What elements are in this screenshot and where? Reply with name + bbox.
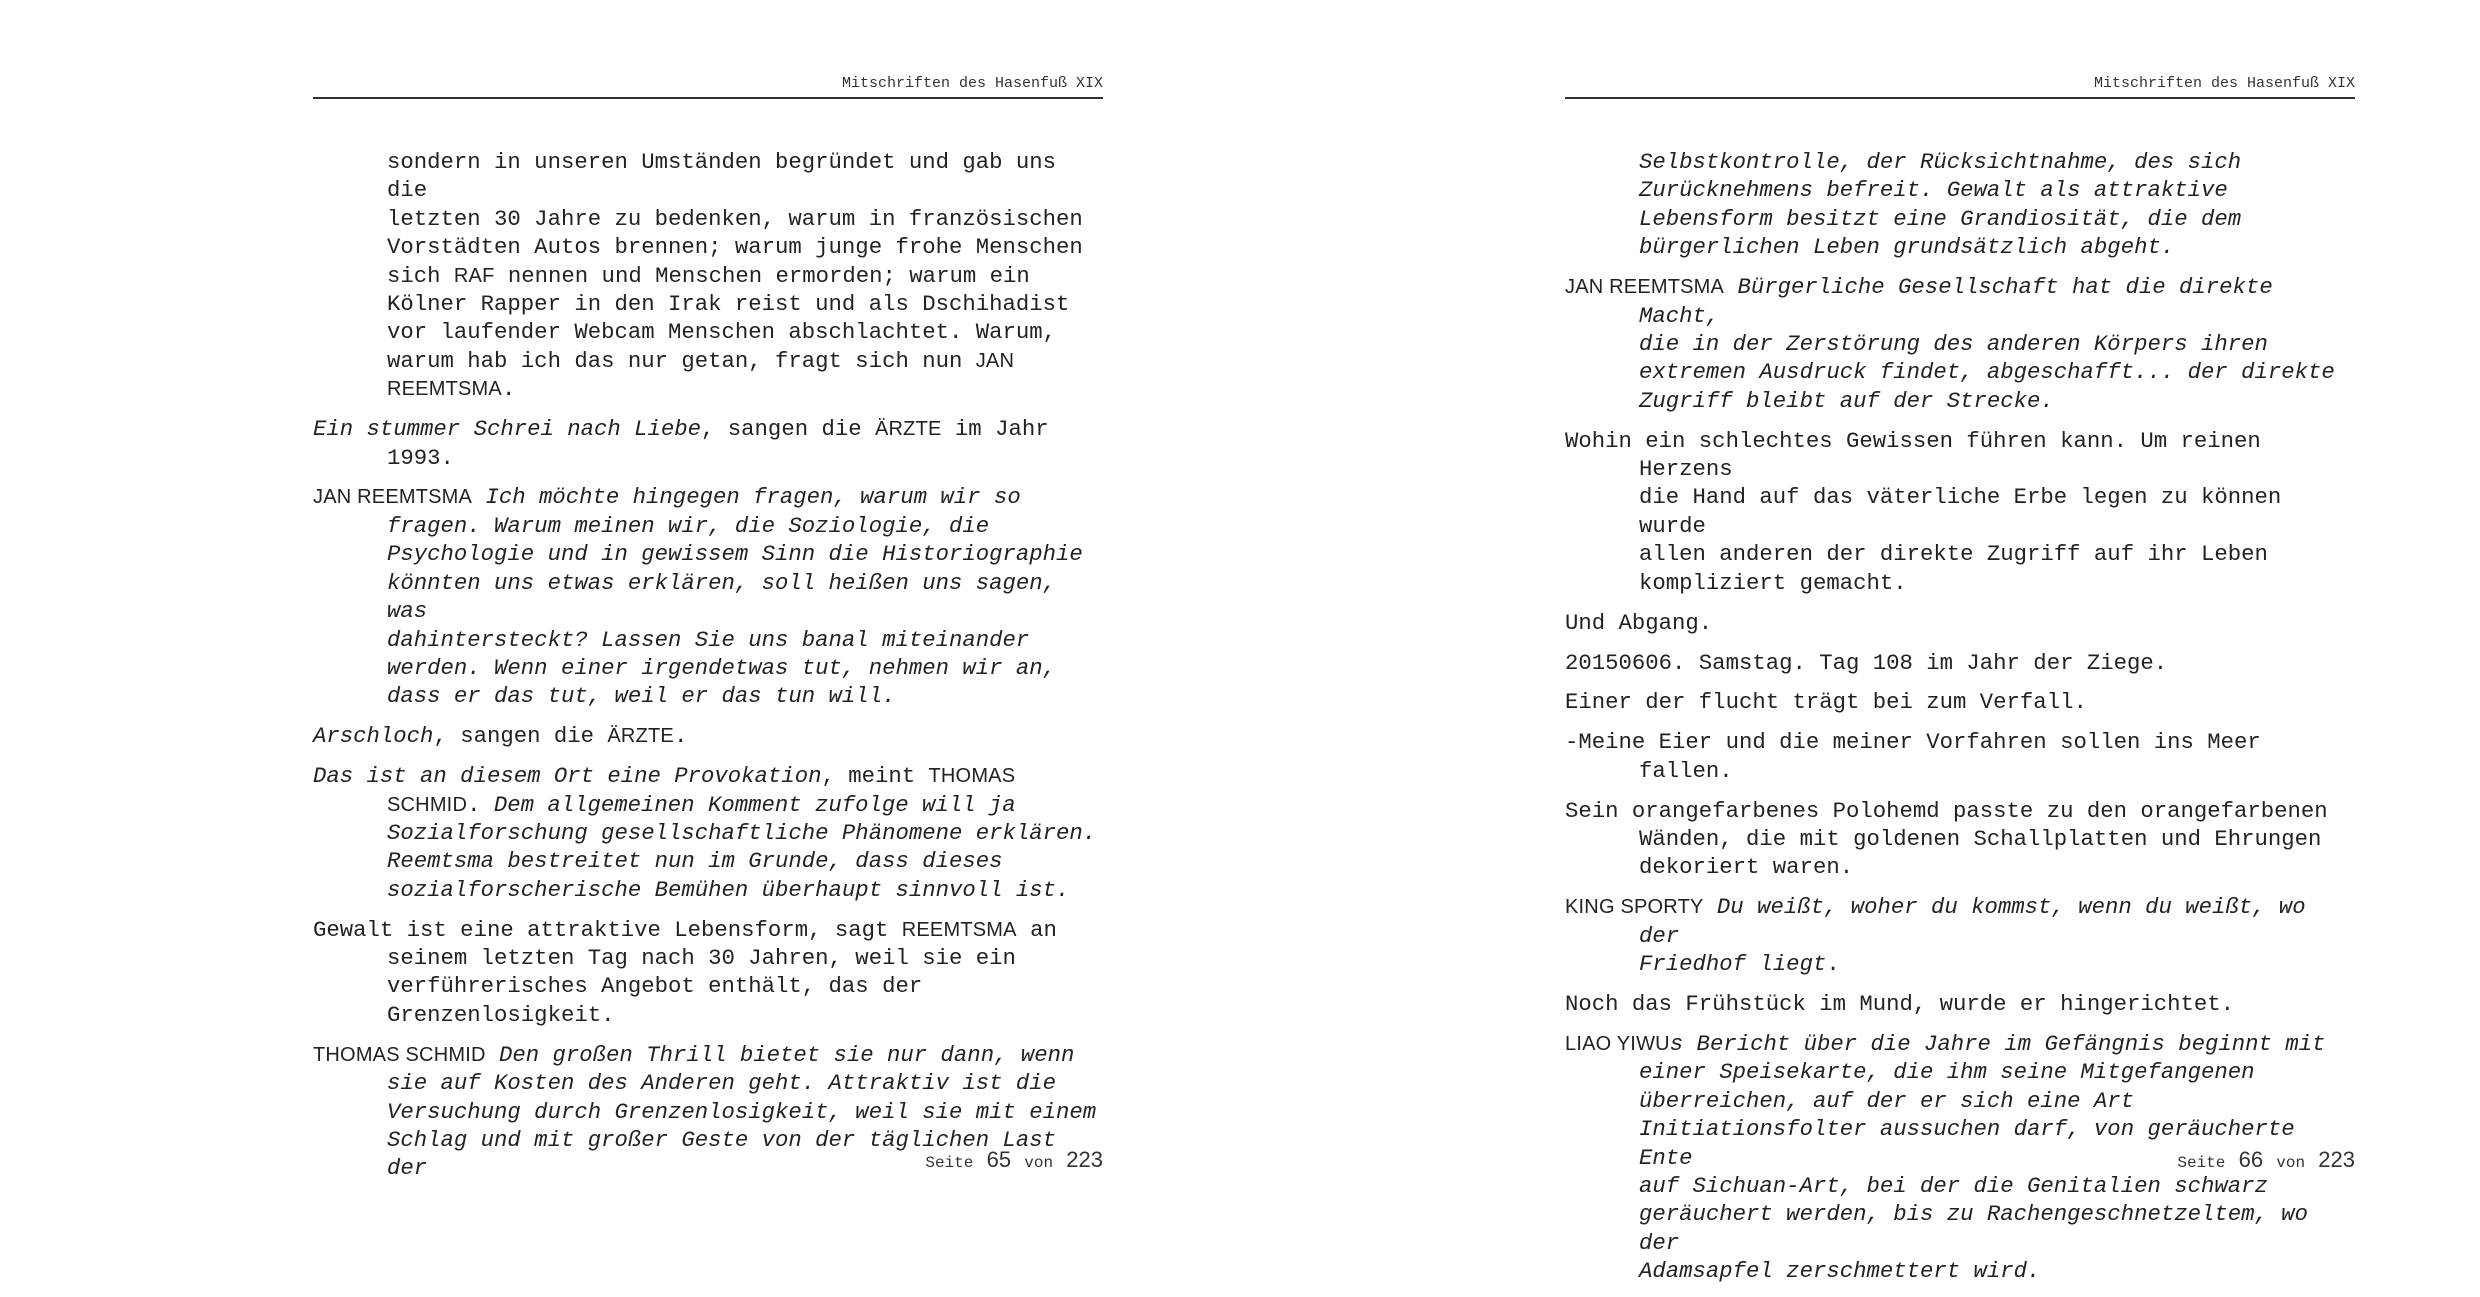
text-segment: , sangen die (701, 416, 875, 443)
paragraph (313, 148, 1103, 404)
text-segment (1704, 894, 1717, 920)
page-number (1565, 1145, 2355, 1178)
paragraph (313, 722, 1103, 750)
paragraph (313, 916, 1103, 1030)
page-total: 223 (2318, 1147, 2355, 1172)
page-current: 66 (2238, 1147, 2264, 1172)
text-segment: 20150606. Samstag. Tag 108 im Jahr der Ziege. (1565, 649, 2168, 676)
text-segment: Ich möchte hingegen fragen, warum wir so fragen. Warum meinen wir, die Soziologie, die Psychologie und in gewissem Sinn die Historiographie könnten uns etwas erklären, soll heißen uns sagen, was dahintersteckt? Lassen Sie uns banal miteinander werden. Wenn einer irgendetwas tut, nehmen wir an, dass er das tut, weil er das tun will. (387, 484, 1083, 710)
left-page (313, 0, 1103, 1240)
paragraph (1565, 688, 2355, 716)
speaker-name: KING SPORTY (1565, 896, 1704, 919)
speaker-name: ÄRZTE (607, 725, 674, 748)
speaker-name: REEMTSMA (901, 918, 1017, 941)
text-segment: Den großen Thrill bietet sie nur dann, wenn sie auf Kosten des Anderen geht. Attraktiv ist die Versuchung durch Grenzenlosigkeit, weil sie mit einem Schlag und mit großer Geste von der täglichen Last der (387, 1041, 1097, 1182)
text-segment (472, 484, 485, 510)
text-segment: Das ist an diesem Ort eine Provokation (313, 763, 822, 790)
text-segment: Einer der flucht trägt bei zum Verfall. (1565, 689, 2087, 716)
text-segment: Wohin ein schlechtes Gewissen führen kann. Um reinen Herzens die Hand auf das väterliche Erbe legen zu können wurde allen anderen der direkte Zugriff auf ihr Leben kompliziert gemacht. (1565, 427, 2282, 596)
text-segment: Bürgerliche Gesellschaft hat die direkte Macht, die in der Zerstörung des anderen Körpers ihren extremen Ausdruck findet, abgeschafft... der direkte Zugriff bleibt auf der Strecke. (1639, 274, 2335, 414)
paragraph (1565, 649, 2355, 677)
right-page (1565, 0, 2355, 1285)
paragraph (1565, 148, 2355, 262)
paragraph (1565, 609, 2355, 637)
speaker-name: ÄRZTE (874, 418, 942, 441)
text-segment: Noch das Frühstück im Mund, wurde er hingerichtet. (1565, 991, 2235, 1018)
speaker-name: THOMAS SCHMID (313, 1043, 486, 1066)
text-segment: an seinem letzten Tag nach 30 Jahren, weil sie ein verführerisches Angebot enthält, das der Grenzenlosigkeit. (387, 916, 1057, 1028)
paragraph (1565, 797, 2355, 882)
text-segment (486, 1042, 499, 1068)
page-body (313, 148, 1103, 1194)
header-rule (313, 97, 1103, 99)
paragraph (1565, 893, 2355, 978)
text-segment: Sein orangefarbenes Polohemd passte zu den orangefarbenen Wänden, die mit goldenen Schallplatten und Ehrungen dekoriert waren. (1565, 797, 2328, 881)
page-label: Seite (925, 1154, 974, 1172)
text-segment: Und Abgang. (1565, 609, 1713, 636)
text-segment: s Bericht über die Jahre im Gefängnis beginnt mit einer Speisekarte, die ihm seine Mitgefangenen überreichen, auf der er sich eine Art Initiationsfolter aussuchen darf, von geräucherte Ente auf Sichuan-Art, bei der die Genitalien schwarz geräuchert werden, bis zu Rachengeschnetzeltem, wo der Adamsapfel zerschmettert wird. (1639, 1030, 2326, 1285)
page-number (313, 1145, 1103, 1178)
text-segment: , meint (821, 763, 929, 790)
speaker-name: RAF (453, 264, 495, 287)
text-segment: im Jahr 1993. (387, 416, 1049, 471)
speaker-name: THOMAS SCHMID (387, 765, 1016, 816)
paragraph (313, 415, 1103, 472)
text-segment (1724, 274, 1737, 300)
page-current: 65 (986, 1147, 1012, 1172)
text-segment: . (467, 791, 494, 818)
text-segment: sondern in unseren Umständen begründet und gab uns die letzten 30 Jahre zu bedenken, warum in französischen Vorstädten Autos brennen; warum junge frohe Menschen sich (387, 149, 1083, 289)
page-total: 223 (1066, 1147, 1103, 1172)
paragraph (313, 483, 1103, 710)
paragraph (1565, 728, 2355, 785)
text-segment: . (501, 376, 516, 403)
speaker-name: JAN REEMTSMA (1565, 276, 1725, 299)
text-segment: Arschloch (313, 723, 434, 750)
text-segment: . (673, 723, 688, 750)
paragraph (1565, 427, 2355, 597)
text-segment: , sangen die (433, 723, 608, 750)
speaker-name: JAN REEMTSMA (313, 486, 473, 509)
paragraph (1565, 273, 2355, 415)
text-segment: . (1826, 951, 1840, 978)
page-label: Seite (2177, 1154, 2226, 1172)
paragraph (1565, 990, 2355, 1018)
running-head: Mitschriften des Hasenfuß XIX (2093, 75, 2355, 92)
paragraph (313, 762, 1103, 904)
text-segment: -Meine Eier und die meiner Vorfahren sollen ins Meer fallen. (1565, 729, 2261, 784)
text-segment: Dem allgemeinen Komment zufolge will ja Sozialforschung gesellschaftliche Phänomene erklären. Reemtsma bestreitet nun im Grunde, dass dieses sozialforscherische Bemühen überhaupt sinnvoll ist. (387, 791, 1097, 903)
page-of: von (2276, 1154, 2306, 1172)
text-segment: Du weißt, woher du kommst, wenn du weißt, wo der Friedhof liegt (1639, 894, 2306, 978)
running-head: Mitschriften des Hasenfuß XIX (841, 75, 1103, 92)
text-segment: Ein stummer Schrei nach Liebe (313, 416, 702, 443)
text-segment: nennen und Menschen ermorden; warum ein Kölner Rapper in den Irak reist und als Dschihadist vor laufender Webcam Menschen abschlachtet. Warum, warum hab ich das nur getan, fragt sich nun (387, 262, 1070, 374)
header-rule (1565, 97, 2355, 99)
speaker-name: JAN REEMTSMA (387, 349, 1015, 401)
page-of: von (1024, 1154, 1054, 1172)
speaker-name: LIAO YIWU (1565, 1032, 1670, 1055)
text-segment: Gewalt ist eine attraktive Lebensform, sagt (313, 916, 902, 943)
page-body (1565, 148, 2355, 1297)
text-segment: Selbstkontrolle, der Rücksichtnahme, des sich Zurücknehmens befreit. Gewalt als attraktive Lebensform besitzt eine Grandiosität, die dem bürgerlichen Leben grundsätzlich abgeht. (1639, 149, 2242, 261)
